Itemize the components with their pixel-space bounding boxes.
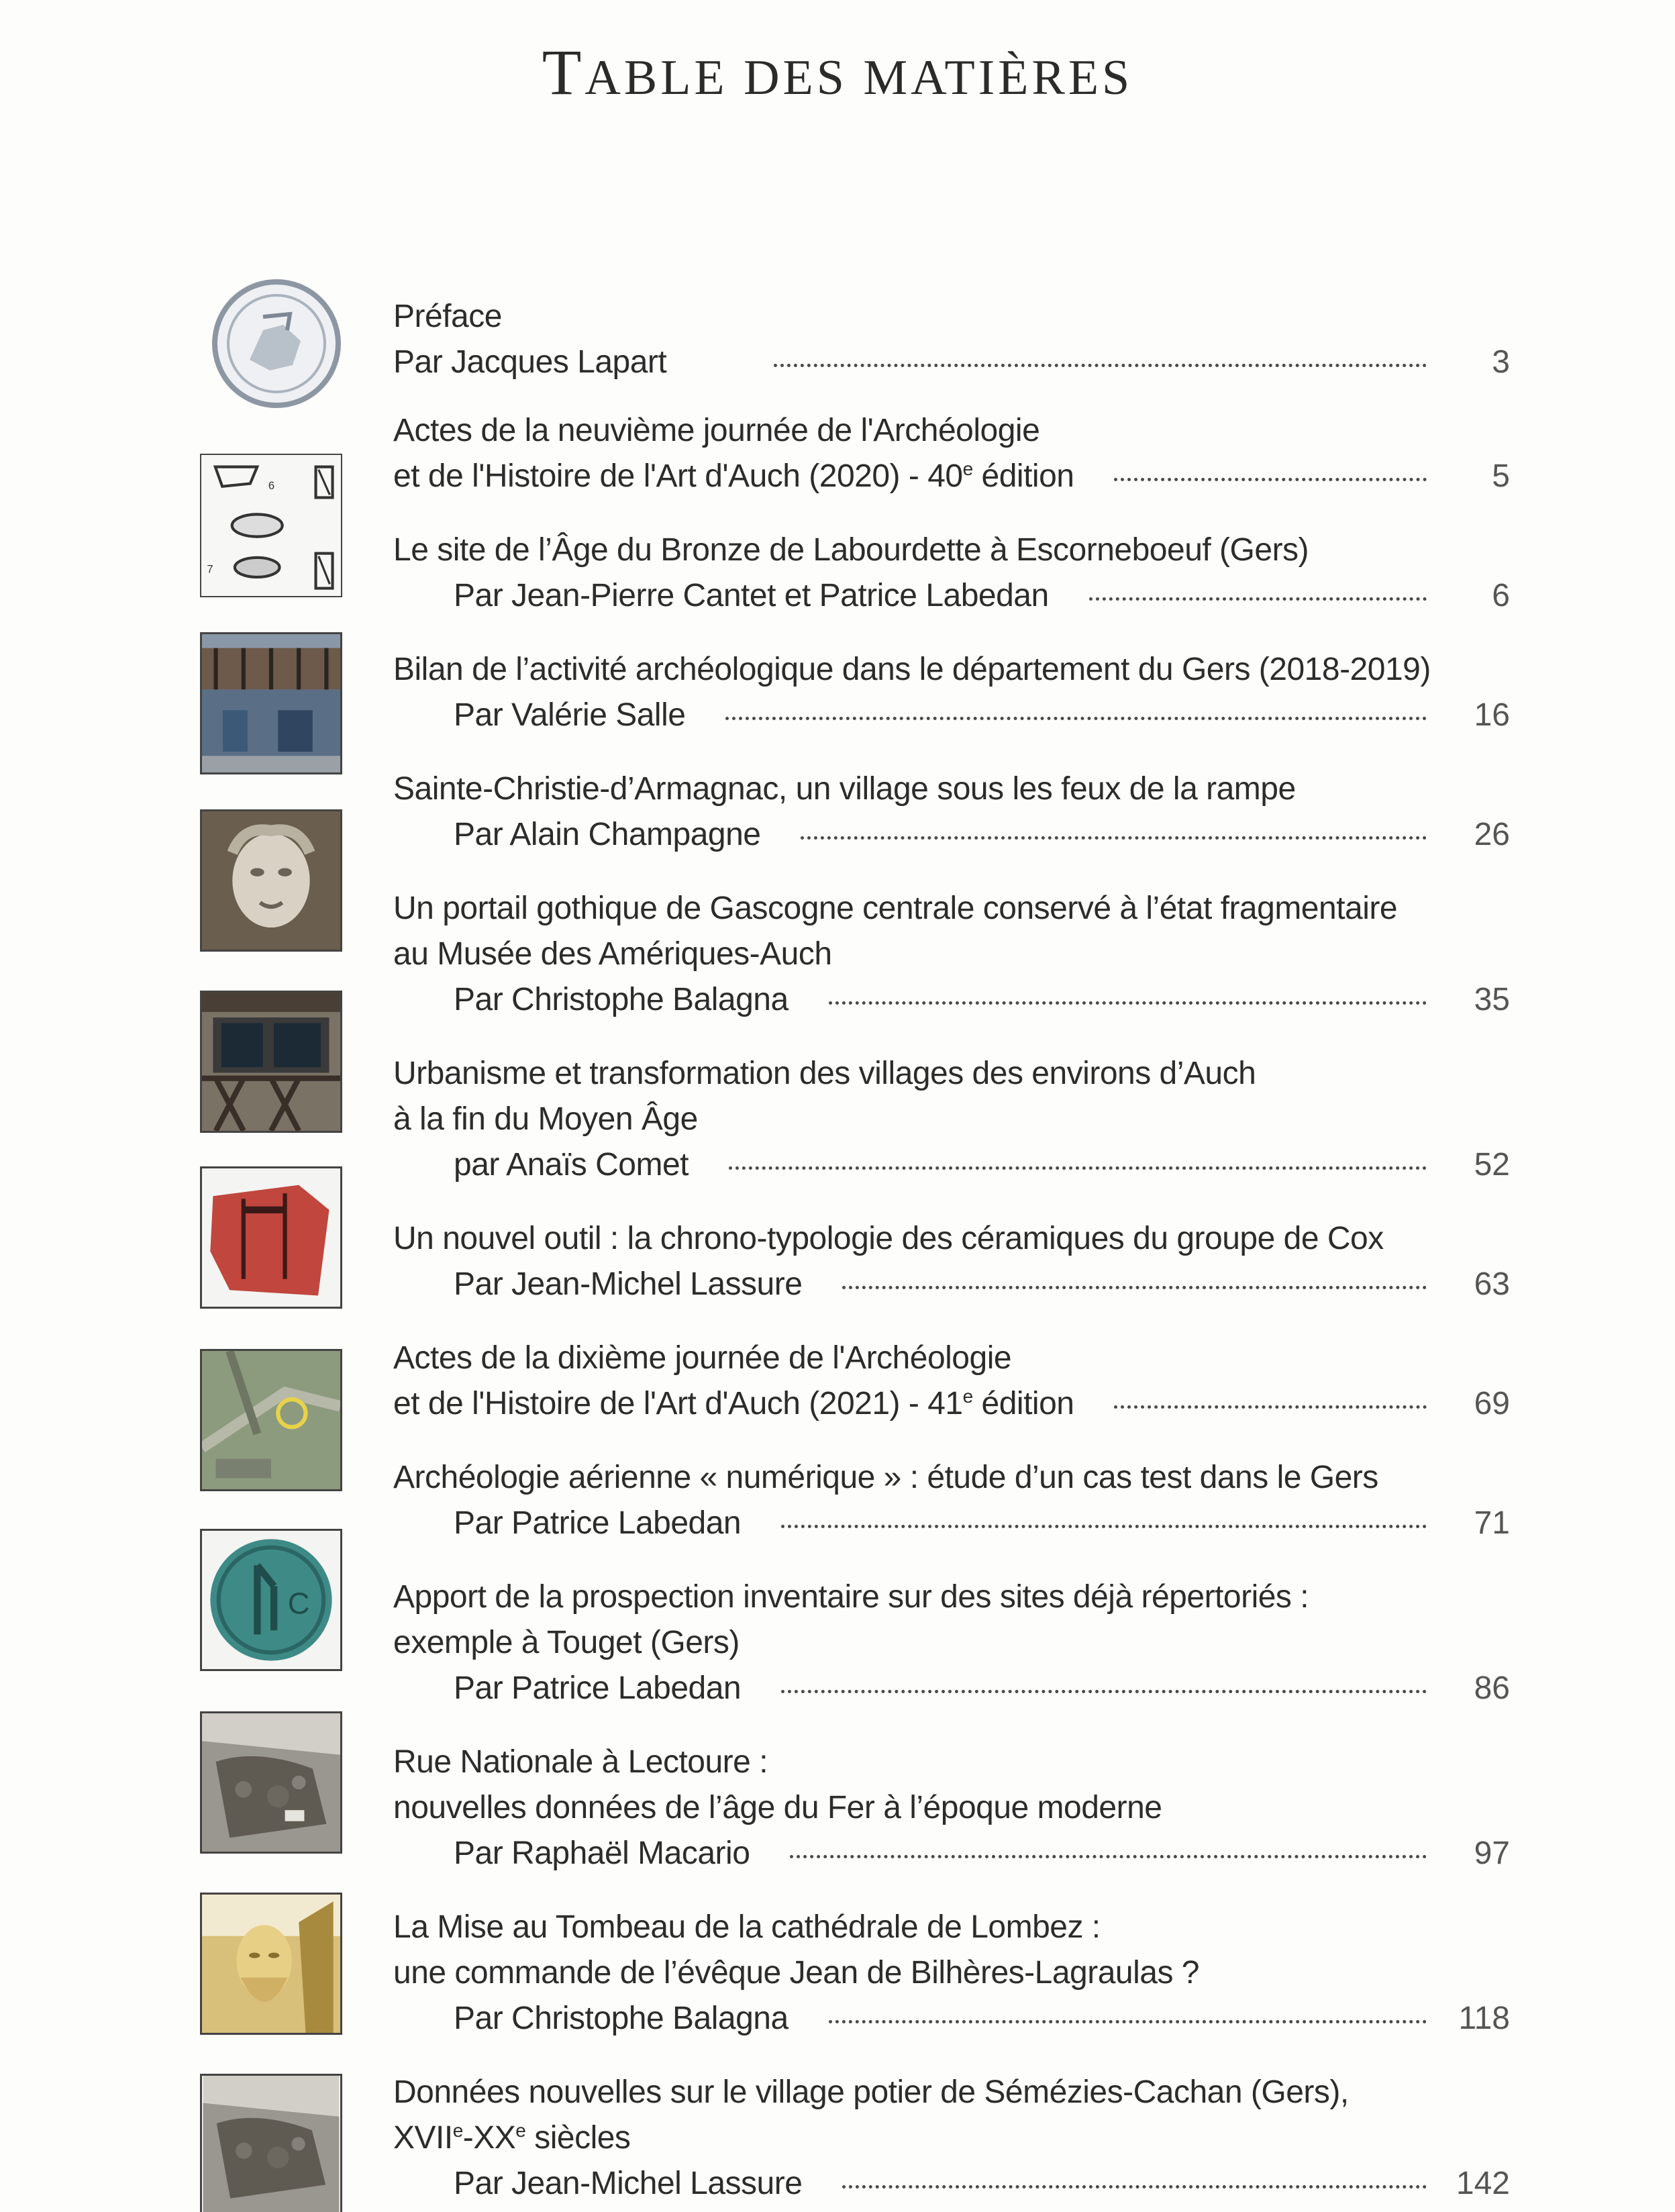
- dot-leader: [829, 2020, 1427, 2023]
- dot-leader: [1089, 597, 1427, 601]
- dot-leader: [1114, 478, 1427, 481]
- entry-title-tail: édition: [972, 458, 1074, 494]
- entry-author: par Anaïs Comet: [454, 1147, 689, 1183]
- aerial-view-icon: [200, 1349, 342, 1491]
- entry-author-line: [393, 981, 1487, 1019]
- entry-title-line-2: nouvelles données de l’âge du Fer à l’époque moderne: [393, 1790, 1162, 1825]
- dot-leader: [725, 717, 1427, 720]
- entry-title: Apport de la prospection inventaire sur des sites déjà répertoriés :: [393, 1579, 1309, 1615]
- dot-leader: [774, 364, 1427, 367]
- entry-title-tail: siècles: [525, 2120, 631, 2156]
- entry-author: Par Valérie Salle: [454, 697, 686, 733]
- entry-author: Par Christophe Balagna: [454, 2001, 789, 2036]
- entry-author-line: [393, 344, 1427, 381]
- entry-author: Par Jacques Lapart: [393, 344, 667, 380]
- entry-author: Par Jean-Michel Lassure: [454, 2166, 803, 2201]
- entry-author-line: [393, 1505, 1487, 1542]
- entry-title: Archéologie aérienne « numérique » : étude d’un cas test dans le Gers: [393, 1460, 1378, 1495]
- page-title: TABLE DES MATIÈRES: [542, 36, 1133, 108]
- entry-author-line: [393, 1266, 1487, 1303]
- ordinal-sup: e: [962, 458, 973, 479]
- entry-title-part: et de l'Histoire de l'Art d'Auch (2020) - 40: [393, 458, 963, 494]
- entry-title: La Mise au Tombeau de la cathédrale de Lombez :: [393, 1909, 1101, 1945]
- entry-author: Par Patrice Labedan: [454, 1670, 742, 1706]
- dot-leader: [729, 1166, 1427, 1170]
- entry-author-line: [393, 577, 1487, 615]
- entry-author: Par Patrice Labedan: [454, 1505, 742, 1541]
- entry-title-line-2: [393, 2119, 1427, 2157]
- entry-author-line: [393, 1146, 1487, 1184]
- century-start: XVII: [393, 2120, 453, 2156]
- entry-author: Par Jean-Pierre Cantet et Patrice Labedan: [454, 578, 1049, 613]
- entry-title-last-line: [393, 458, 1427, 495]
- entry-title: Actes de la neuvième journée de l'Archéologie: [393, 413, 1040, 448]
- dot-leader: [829, 1001, 1427, 1005]
- entry-author-line: [393, 2000, 1487, 2038]
- entry-title: Actes de la dixième journée de l'Archéologie: [393, 1340, 1012, 1376]
- page-number: 97: [1474, 1836, 1510, 1871]
- entry-title: Urbanisme et transformation des villages des environs d’Auch: [393, 1056, 1256, 1091]
- excavation-icon: [200, 1711, 342, 1854]
- entry-title: Préface: [393, 299, 502, 334]
- entry-title-part: et de l'Histoire de l'Art d'Auch (2021) - 41: [393, 1386, 963, 1421]
- page-number: 26: [1474, 817, 1510, 852]
- page-number: 142: [1456, 2166, 1510, 2201]
- dot-leader: [842, 2185, 1427, 2189]
- page-number: 69: [1474, 1386, 1510, 1421]
- entry-author-line: [393, 2165, 1487, 2203]
- page-number: 3: [1492, 344, 1510, 380]
- dot-leader: [781, 1690, 1427, 1693]
- entry-title: Données nouvelles sur le village potier de Sémézies-Cachan (Gers),: [393, 2074, 1349, 2110]
- svg-text:6: 6: [268, 479, 275, 492]
- timber-house-icon: [200, 632, 342, 774]
- ordinal-sup: e: [452, 2120, 463, 2141]
- page-number: 16: [1474, 697, 1510, 733]
- entry-title: Le site de l’Âge du Bronze de Labourdette à Escorneboeuf (Gers): [393, 532, 1309, 568]
- entry-author: Par Christophe Balagna: [454, 982, 789, 1017]
- entry-author: Par Alain Champagne: [454, 817, 761, 852]
- seal-icon: [209, 276, 344, 411]
- century-end: -XX: [462, 2120, 516, 2156]
- svg-text:7: 7: [207, 562, 213, 576]
- entry-title-line-2: exemple à Touget (Gers): [393, 1625, 740, 1660]
- entry-author-line: [393, 1670, 1487, 1707]
- dot-leader: [1114, 1405, 1427, 1409]
- entry-author-line: [393, 1835, 1487, 1872]
- entry-title-line-2: au Musée des Amériques-Auch: [393, 936, 832, 972]
- entry-title-line-2: une commande de l’évêque Jean de Bilhères-Lagraulas ?: [393, 1955, 1199, 1991]
- entry-author: Par Raphaël Macario: [454, 1836, 750, 1871]
- entry-author-line: [393, 697, 1487, 734]
- entry-title: Rue Nationale à Lectoure :: [393, 1744, 768, 1780]
- half-timbered-facade-icon: [200, 991, 342, 1133]
- entry-title: Un portail gothique de Gascogne centrale conservé à l’état fragmentaire: [393, 891, 1398, 926]
- entry-author-line: [393, 816, 1487, 854]
- dot-leader: [842, 1286, 1427, 1289]
- coin-icon: [200, 1529, 342, 1671]
- entry-title: Bilan de l’activité archéologique dans le département du Gers (2018-2019): [393, 652, 1431, 687]
- page-number: 71: [1474, 1505, 1510, 1541]
- golden-statue-icon: [200, 1893, 342, 2035]
- page-number: 5: [1492, 458, 1510, 494]
- ordinal-sup: e: [515, 2120, 526, 2141]
- excavation-icon: [200, 2074, 342, 2212]
- dot-leader: [781, 1525, 1427, 1528]
- entry-title: Un nouvel outil : la chrono-typologie des céramiques du groupe de Cox: [393, 1221, 1384, 1256]
- ordinal-sup: e: [962, 1386, 973, 1407]
- page-number: 52: [1474, 1147, 1510, 1183]
- entry-author: Par Jean-Michel Lassure: [454, 1266, 803, 1302]
- page-number: 6: [1492, 578, 1510, 613]
- dot-leader: [801, 836, 1427, 840]
- entry-title: Sainte-Christie-d’Armagnac, un village sous les feux de la rampe: [393, 771, 1296, 807]
- drawing-icon: [200, 454, 342, 597]
- entry-title-line-2: à la fin du Moyen Âge: [393, 1101, 698, 1137]
- entry-title-last-line: [393, 1385, 1427, 1423]
- entry-title-tail: édition: [972, 1386, 1074, 1421]
- page-number: 118: [1458, 2001, 1510, 2036]
- page-number: 35: [1474, 982, 1510, 1017]
- dot-leader: [790, 1855, 1427, 1858]
- page-number: 86: [1474, 1670, 1510, 1706]
- ceramic-shard-icon: [200, 1166, 342, 1309]
- sculpted-head-icon: [200, 809, 342, 952]
- svg-text:C: C: [287, 1586, 310, 1621]
- page-number: 63: [1474, 1266, 1510, 1302]
